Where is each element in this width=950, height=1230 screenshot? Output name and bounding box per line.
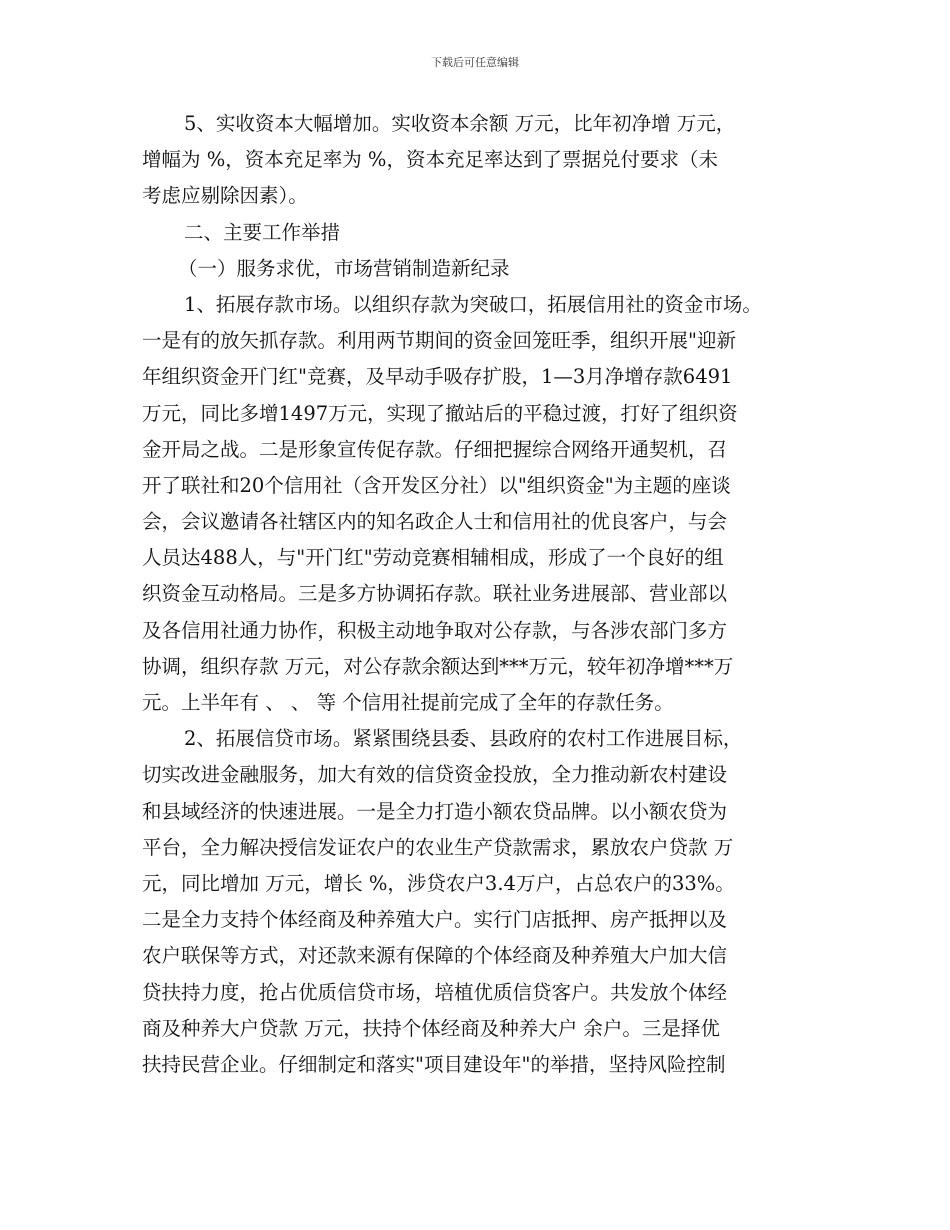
paragraph-line: 贷扶持力度，抢占优质信贷市场，培植优质信贷客户。共发放个体经 xyxy=(142,980,728,1004)
paragraph-line: 农户联保等方式，对还款来源有保障的个体经商及种养殖大户加大信 xyxy=(142,944,728,968)
subsection-heading: （一）服务求优，市场营销制造新纪录 xyxy=(178,256,510,280)
paragraph-line: 5、实收资本大幅增加。实收资本余额 万元，比年初净增 万元， xyxy=(184,112,736,135)
paragraph-line: 1、拓展存款市场。以组织存款为突破口，拓展信用社的资金市场。 xyxy=(184,292,762,316)
paragraph-line: 年组织资金开门红"竞赛，及早动手吸存扩股，1—3月净增存款6491 xyxy=(142,365,733,389)
paragraph-line: 2、拓展信贷市场。紧紧围绕县委、县政府的农村工作进展目标， xyxy=(184,727,743,751)
section-heading: 二、主要工作举措 xyxy=(184,220,341,244)
paragraph-line: 扶持民营企业。仔细制定和落实"项目建设年"的举措，坚持风险控制 xyxy=(142,1052,726,1076)
paragraph-line: 考虑应剔除因素）。 xyxy=(142,184,308,208)
paragraph-line: 切实改进金融服务，加大有效的信贷资金投放，全力推动新农村建设 xyxy=(142,763,728,787)
paragraph-line: 织资金互动格局。三是多方协调拓存款。联社业务进展部、营业部以 xyxy=(142,582,728,606)
paragraph-line: 协调，组织存款 万元，对公存款余额达到***万元，较年初净增***万 xyxy=(142,654,734,678)
paragraph-line: 平台，全力解决授信发证农户的农业生产贷款需求，累放农户贷款 万 xyxy=(142,835,734,859)
paragraph-line: 和县域经济的快速进展。一是全力打造小额农贷品牌。以小额农贷为 xyxy=(142,799,728,823)
paragraph-line: 元。上半年有 、 、 等 个信用社提前完成了全年的存款任务。 xyxy=(142,691,674,714)
paragraph-line: 元，同比增加 万元，增长 %，涉贷农户3.4万户，占总农户的33%。 xyxy=(142,871,735,895)
document-body xyxy=(142,106,817,1083)
paragraph-line: 二是全力支持个体经商及种养殖大户。实行门店抵押、房产抵押以及 xyxy=(142,908,728,932)
paragraph-line: 商及种养大户贷款 万元，扶持个体经商及种养大户 余户。三是择优 xyxy=(142,1016,720,1040)
paragraph-line: 增幅为 %，资本充足率为 %，资本充足率达到了票据兑付要求（未 xyxy=(142,148,718,172)
paragraph-line: 及各信用社通力协作，积极主动地争取对公存款，与各涉农部门多方 xyxy=(142,618,728,642)
paragraph-line: 万元，同比多增1497万元，实现了撤站后的平稳过渡，打好了组织资 xyxy=(142,401,738,425)
paragraph-line: 开了联社和20个信用社（含开发区分社）以"组织资金"为主题的座谈 xyxy=(142,473,731,497)
paragraph-line: 会，会议邀请各社辖区内的知名政企人士和信用社的优良客户，与会 xyxy=(142,510,728,534)
paragraph-line: 人员达488人，与"开门红"劳动竞赛相辅相成，形成了一个良好的组 xyxy=(142,546,724,570)
paragraph-line: 金开局之战。二是形象宣传促存款。仔细把握综合网络开通契机，召 xyxy=(142,437,728,461)
page-header: 下载后可任意编辑 xyxy=(431,56,519,69)
paragraph-line: 一是有的放矢抓存款。利用两节期间的资金回笼旺季，组织开展"迎新 xyxy=(142,329,736,353)
